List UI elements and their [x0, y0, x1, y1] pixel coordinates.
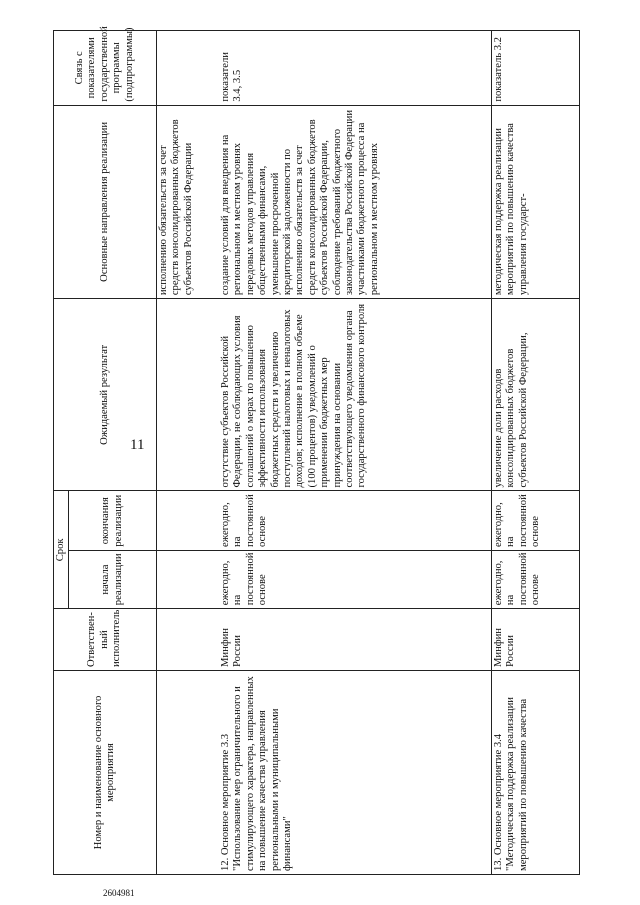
- continuation-row: [157, 31, 220, 875]
- row-result: увеличение доли расходов консолидированных бюджетов субъектов Российской Федерации,: [492, 299, 580, 491]
- cont-cell-link: [157, 31, 220, 106]
- header-start: начала реализации: [69, 550, 157, 608]
- row-number-name: [219, 671, 492, 875]
- rotated-table-container: [53, 26, 613, 875]
- row-number: 12.: [220, 857, 231, 871]
- cont-cell-result: [157, 299, 220, 491]
- row-result: отсутствие субъектов Российской Федерации, не соблюдающих условия соглашений о мерах по повышению эффективности использования бюджетных средств и увеличению поступлений налоговых и неналоговых доходов; исполнение в полном объеме (100 процентов) уведомлений о применении бюджетных мер принуждения на основании соответствующего уведомления органа государственного финансового контроля: [219, 299, 492, 491]
- header-row-1: [54, 31, 69, 875]
- row-number-name: [492, 671, 580, 875]
- measures-table: [53, 26, 580, 875]
- row-executor: Минфин России: [219, 609, 492, 671]
- table-row: [492, 31, 580, 875]
- row-executor: Минфин России: [492, 609, 580, 671]
- row-name: Основное мероприятие 3.4 "Методическая поддержка реализации мероприятий по повышению качества: [493, 697, 529, 871]
- header-link: Связь с показателями государственной программы (подпрограммы): [54, 31, 157, 106]
- table-row: [219, 31, 492, 875]
- row-start: ежегодно, на постоянной основе: [219, 550, 492, 608]
- header-directions: Основные направления реализации: [54, 105, 157, 299]
- header-number-name: Номер и наименование основного мероприятия: [54, 671, 157, 875]
- row-name: Основное мероприятие 3.3 "Использование мер ограничительного и стимулирующего характера, направленных на повышение качества управления региональными и муниципальными финансами": [220, 676, 294, 871]
- document-code: 2604981: [103, 888, 135, 898]
- row-start: ежегодно, на постоянной основе: [492, 550, 580, 608]
- row-link: показатель 3.2: [492, 31, 580, 106]
- cont-cell-start: [157, 550, 220, 608]
- row-number: 13.: [493, 857, 504, 871]
- row-link: показатели 3.4, 3.5: [219, 31, 492, 106]
- cont-cell-name: [157, 671, 220, 875]
- header-end: окончания реализации: [69, 491, 157, 550]
- row-directions: методическая поддержка реализации мероприятий по повышению качества управления государст-: [492, 105, 580, 299]
- header-executor: Ответствен-ный исполнитель: [54, 609, 157, 671]
- header-srok: Срок: [54, 491, 69, 609]
- row-directions: создание условий для внедрения на региональном и местном уровнях передовых методов управления общественными финансами, уменьшение просроченной кредиторской задолженности по исполнению обязательств за счет средств консолидированных бюджетов субъектов Российской Федерации, соблюдение требований бюджетного законодательства Российской Федерации участниками бюджетного процесса на региональном и местном уровнях: [219, 105, 492, 299]
- row-end: ежегодно, на постоянной основе: [219, 491, 492, 550]
- cont-cell-directions: исполнению обязательств за счет средств консолидированных бюджетов субъектов Российской Федерации: [157, 105, 220, 299]
- header-result: Ожидаемый результат: [54, 299, 157, 491]
- page-number: 11: [130, 437, 145, 453]
- cont-cell-executor: [157, 609, 220, 671]
- row-end: ежегодно, на постоянной основе: [492, 491, 580, 550]
- cont-cell-end: [157, 491, 220, 550]
